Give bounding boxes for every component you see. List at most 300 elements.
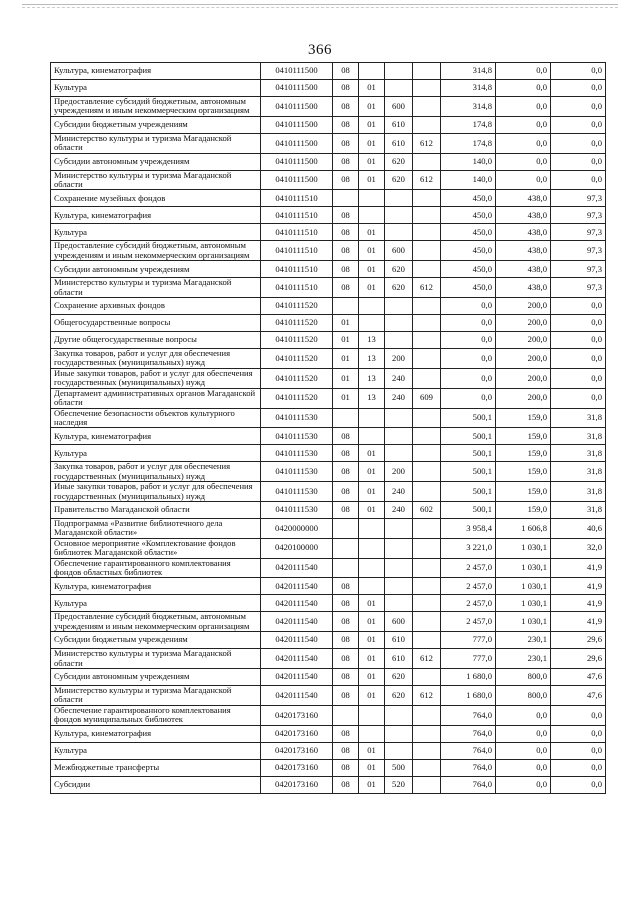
actual-amount-cell: 1 030,1 (496, 595, 551, 612)
target-code-cell: 0410111530 (261, 445, 333, 462)
expense-type-cell (385, 298, 413, 315)
actual-amount-cell: 0,0 (496, 133, 551, 153)
section-cell: 08 (333, 63, 359, 80)
subsection-cell: 01 (359, 759, 385, 776)
table-row (51, 595, 606, 612)
row-name-cell: Субсидии автономным учреждениям (51, 153, 261, 170)
table-row (51, 538, 606, 558)
expense-type-cell (385, 445, 413, 462)
target-code-cell: 0410111520 (261, 298, 333, 315)
table-row (51, 705, 606, 725)
table-row (51, 742, 606, 759)
administrator-cell (413, 207, 441, 224)
row-name-cell: Субсидии автономным учреждениям (51, 261, 261, 278)
subsection-cell: 01 (359, 462, 385, 482)
expense-type-cell: 620 (385, 261, 413, 278)
target-code-cell: 0420111540 (261, 669, 333, 686)
administrator-cell (413, 153, 441, 170)
row-name-cell: Другие общегосударственные вопросы (51, 332, 261, 349)
row-name-cell: Департамент административных органов Магаданской области (51, 388, 261, 408)
row-name-cell: Закупка товаров, работ и услуг для обеспечения государственных (муниципальных) нужд (51, 349, 261, 369)
expense-type-cell: 610 (385, 116, 413, 133)
expense-type-cell: 610 (385, 649, 413, 669)
actual-amount-cell: 1 030,1 (496, 578, 551, 595)
execution-percent-cell: 0,0 (551, 759, 606, 776)
expense-type-cell (385, 63, 413, 80)
expense-type-cell: 200 (385, 349, 413, 369)
administrator-cell (413, 116, 441, 133)
expense-type-cell (385, 578, 413, 595)
execution-percent-cell: 0,0 (551, 388, 606, 408)
section-cell: 01 (333, 349, 359, 369)
administrator-cell (413, 742, 441, 759)
table-row (51, 170, 606, 190)
actual-amount-cell: 1 606,8 (496, 518, 551, 538)
administrator-cell (413, 669, 441, 686)
execution-percent-cell: 0,0 (551, 349, 606, 369)
execution-percent-cell: 97,3 (551, 207, 606, 224)
table-row (51, 368, 606, 388)
planned-amount-cell: 500,1 (441, 408, 496, 428)
target-code-cell: 0420111540 (261, 595, 333, 612)
administrator-cell (413, 595, 441, 612)
execution-percent-cell: 0,0 (551, 153, 606, 170)
actual-amount-cell: 0,0 (496, 776, 551, 793)
section-cell: 08 (333, 595, 359, 612)
table-row (51, 241, 606, 261)
row-name-cell: Министерство культуры и туризма Магаданской области (51, 686, 261, 706)
table-row (51, 578, 606, 595)
administrator-cell (413, 97, 441, 117)
administrator-cell (413, 482, 441, 502)
actual-amount-cell: 0,0 (496, 742, 551, 759)
administrator-cell: 612 (413, 170, 441, 190)
execution-percent-cell: 0,0 (551, 742, 606, 759)
actual-amount-cell: 159,0 (496, 482, 551, 502)
administrator-cell (413, 332, 441, 349)
actual-amount-cell: 438,0 (496, 207, 551, 224)
actual-amount-cell: 0,0 (496, 725, 551, 742)
target-code-cell: 0410111510 (261, 261, 333, 278)
section-cell: 08 (333, 686, 359, 706)
execution-percent-cell: 31,8 (551, 482, 606, 502)
planned-amount-cell: 0,0 (441, 368, 496, 388)
planned-amount-cell: 140,0 (441, 170, 496, 190)
row-name-cell: Культура (51, 742, 261, 759)
section-cell (333, 705, 359, 725)
row-name-cell: Субсидии (51, 776, 261, 793)
row-name-cell: Министерство культуры и туризма Магаданской области (51, 278, 261, 298)
target-code-cell: 0420111540 (261, 558, 333, 578)
target-code-cell: 0420111540 (261, 649, 333, 669)
table-row (51, 612, 606, 632)
table-row (51, 207, 606, 224)
target-code-cell: 0410111510 (261, 190, 333, 207)
expense-type-cell: 600 (385, 97, 413, 117)
actual-amount-cell: 438,0 (496, 241, 551, 261)
administrator-cell (413, 538, 441, 558)
target-code-cell: 0420100000 (261, 538, 333, 558)
section-cell: 08 (333, 445, 359, 462)
expense-type-cell: 600 (385, 612, 413, 632)
section-cell: 08 (333, 776, 359, 793)
planned-amount-cell: 314,8 (441, 97, 496, 117)
expense-type-cell: 620 (385, 170, 413, 190)
actual-amount-cell: 1 030,1 (496, 558, 551, 578)
table-row (51, 428, 606, 445)
target-code-cell: 0410111520 (261, 349, 333, 369)
planned-amount-cell: 450,0 (441, 261, 496, 278)
target-code-cell: 0410111500 (261, 116, 333, 133)
table-row (51, 349, 606, 369)
actual-amount-cell: 230,1 (496, 649, 551, 669)
actual-amount-cell: 1 030,1 (496, 612, 551, 632)
subsection-cell: 01 (359, 445, 385, 462)
expense-type-cell: 240 (385, 482, 413, 502)
row-name-cell: Министерство культуры и туризма Магаданской области (51, 170, 261, 190)
planned-amount-cell: 140,0 (441, 153, 496, 170)
administrator-cell (413, 190, 441, 207)
administrator-cell (413, 759, 441, 776)
table-row (51, 725, 606, 742)
actual-amount-cell: 1 030,1 (496, 538, 551, 558)
row-name-cell: Обеспечение гарантированного комплектования фондов областных библиотек (51, 558, 261, 578)
execution-percent-cell: 0,0 (551, 133, 606, 153)
execution-percent-cell: 0,0 (551, 116, 606, 133)
subsection-cell (359, 705, 385, 725)
subsection-cell (359, 428, 385, 445)
table-row (51, 153, 606, 170)
table-row (51, 116, 606, 133)
table-row (51, 298, 606, 315)
administrator-cell (413, 298, 441, 315)
expense-type-cell: 500 (385, 759, 413, 776)
administrator-cell: 609 (413, 388, 441, 408)
row-name-cell: Министерство культуры и туризма Магаданской области (51, 133, 261, 153)
row-name-cell: Закупка товаров, работ и услуг для обеспечения государственных (муниципальных) нужд (51, 462, 261, 482)
section-cell: 08 (333, 207, 359, 224)
administrator-cell (413, 408, 441, 428)
planned-amount-cell: 314,8 (441, 63, 496, 80)
row-name-cell: Предоставление субсидий бюджетным, автономным учреждениям и иным некоммерческим организациям (51, 612, 261, 632)
administrator-cell (413, 368, 441, 388)
section-cell: 08 (333, 578, 359, 595)
expense-type-cell (385, 538, 413, 558)
execution-percent-cell: 97,3 (551, 224, 606, 241)
subsection-cell: 13 (359, 349, 385, 369)
subsection-cell (359, 315, 385, 332)
administrator-cell (413, 462, 441, 482)
actual-amount-cell: 200,0 (496, 298, 551, 315)
administrator-cell (413, 315, 441, 332)
table-row (51, 501, 606, 518)
execution-percent-cell: 97,3 (551, 278, 606, 298)
expense-type-cell (385, 190, 413, 207)
section-cell (333, 298, 359, 315)
subsection-cell (359, 558, 385, 578)
page-number: 366 (308, 42, 332, 58)
section-cell: 08 (333, 612, 359, 632)
row-name-cell: Иные закупки товаров, работ и услуг для обеспечения государственных (муниципальных) нужд (51, 368, 261, 388)
expense-type-cell (385, 558, 413, 578)
target-code-cell: 0410111510 (261, 224, 333, 241)
section-cell (333, 538, 359, 558)
section-cell: 08 (333, 669, 359, 686)
row-name-cell: Субсидии бюджетным учреждениям (51, 632, 261, 649)
subsection-cell (359, 298, 385, 315)
execution-percent-cell: 0,0 (551, 298, 606, 315)
expense-type-cell (385, 725, 413, 742)
target-code-cell: 0420173160 (261, 776, 333, 793)
section-cell: 08 (333, 224, 359, 241)
subsection-cell: 01 (359, 501, 385, 518)
section-cell: 08 (333, 153, 359, 170)
administrator-cell (413, 776, 441, 793)
section-cell: 08 (333, 759, 359, 776)
execution-percent-cell: 0,0 (551, 705, 606, 725)
execution-percent-cell: 0,0 (551, 80, 606, 97)
section-cell: 08 (333, 482, 359, 502)
subsection-cell (359, 578, 385, 595)
execution-percent-cell: 31,8 (551, 462, 606, 482)
actual-amount-cell: 159,0 (496, 445, 551, 462)
section-cell: 08 (333, 97, 359, 117)
subsection-cell (359, 408, 385, 428)
planned-amount-cell: 3 958,4 (441, 518, 496, 538)
subsection-cell: 01 (359, 224, 385, 241)
target-code-cell: 0410111520 (261, 388, 333, 408)
administrator-cell (413, 725, 441, 742)
target-code-cell: 0420173160 (261, 725, 333, 742)
row-name-cell: Министерство культуры и туризма Магаданской области (51, 649, 261, 669)
execution-percent-cell: 47,6 (551, 686, 606, 706)
expense-type-cell (385, 315, 413, 332)
section-cell (333, 190, 359, 207)
planned-amount-cell: 3 221,0 (441, 538, 496, 558)
target-code-cell: 0410111500 (261, 80, 333, 97)
planned-amount-cell: 2 457,0 (441, 558, 496, 578)
table-row (51, 462, 606, 482)
expense-type-cell: 610 (385, 632, 413, 649)
subsection-cell (359, 63, 385, 80)
target-code-cell: 0410111500 (261, 97, 333, 117)
planned-amount-cell: 500,1 (441, 428, 496, 445)
budget-table (50, 62, 606, 794)
execution-percent-cell: 32,0 (551, 538, 606, 558)
actual-amount-cell: 159,0 (496, 428, 551, 445)
administrator-cell: 612 (413, 278, 441, 298)
planned-amount-cell: 2 457,0 (441, 595, 496, 612)
planned-amount-cell: 450,0 (441, 241, 496, 261)
administrator-cell (413, 428, 441, 445)
section-cell: 08 (333, 462, 359, 482)
subsection-cell: 13 (359, 332, 385, 349)
expense-type-cell: 610 (385, 133, 413, 153)
execution-percent-cell: 97,3 (551, 261, 606, 278)
planned-amount-cell: 0,0 (441, 388, 496, 408)
target-code-cell: 0410111500 (261, 153, 333, 170)
target-code-cell: 0420111540 (261, 578, 333, 595)
page-top-rule (22, 4, 618, 8)
execution-percent-cell: 0,0 (551, 315, 606, 332)
administrator-cell: 612 (413, 649, 441, 669)
administrator-cell (413, 80, 441, 97)
row-name-cell: Субсидии бюджетным учреждениям (51, 116, 261, 133)
target-code-cell: 0410111520 (261, 332, 333, 349)
subsection-cell: 13 (359, 388, 385, 408)
section-cell: 08 (333, 649, 359, 669)
planned-amount-cell: 174,8 (441, 116, 496, 133)
planned-amount-cell: 0,0 (441, 298, 496, 315)
actual-amount-cell: 800,0 (496, 686, 551, 706)
table-row (51, 669, 606, 686)
table-row (51, 558, 606, 578)
target-code-cell: 0410111530 (261, 482, 333, 502)
planned-amount-cell: 450,0 (441, 224, 496, 241)
planned-amount-cell: 0,0 (441, 349, 496, 369)
expense-type-cell (385, 207, 413, 224)
section-cell: 08 (333, 632, 359, 649)
execution-percent-cell: 97,3 (551, 241, 606, 261)
execution-percent-cell: 0,0 (551, 368, 606, 388)
section-cell: 01 (333, 368, 359, 388)
table-row (51, 759, 606, 776)
expense-type-cell: 620 (385, 686, 413, 706)
actual-amount-cell: 0,0 (496, 80, 551, 97)
execution-percent-cell: 41,9 (551, 558, 606, 578)
actual-amount-cell: 0,0 (496, 153, 551, 170)
actual-amount-cell: 0,0 (496, 116, 551, 133)
subsection-cell: 01 (359, 261, 385, 278)
actual-amount-cell: 200,0 (496, 349, 551, 369)
expense-type-cell (385, 332, 413, 349)
section-cell: 08 (333, 116, 359, 133)
planned-amount-cell: 450,0 (441, 207, 496, 224)
subsection-cell: 01 (359, 776, 385, 793)
table-row (51, 649, 606, 669)
section-cell: 08 (333, 241, 359, 261)
execution-percent-cell: 29,6 (551, 632, 606, 649)
table-row (51, 332, 606, 349)
planned-amount-cell: 450,0 (441, 278, 496, 298)
execution-percent-cell: 31,8 (551, 445, 606, 462)
table-row (51, 80, 606, 97)
planned-amount-cell: 764,0 (441, 725, 496, 742)
administrator-cell: 612 (413, 686, 441, 706)
execution-percent-cell: 0,0 (551, 63, 606, 80)
administrator-cell (413, 578, 441, 595)
target-code-cell: 0410111510 (261, 207, 333, 224)
actual-amount-cell: 0,0 (496, 63, 551, 80)
planned-amount-cell: 764,0 (441, 742, 496, 759)
row-name-cell: Сохранение архивных фондов (51, 298, 261, 315)
row-name-cell: Сохранение музейных фондов (51, 190, 261, 207)
row-name-cell: Общегосударственные вопросы (51, 315, 261, 332)
row-name-cell: Культура (51, 80, 261, 97)
row-name-cell: Обеспечение гарантированного комплектования фондов муниципальных библиотек (51, 705, 261, 725)
subsection-cell: 01 (359, 278, 385, 298)
planned-amount-cell: 764,0 (441, 705, 496, 725)
section-cell: 01 (333, 315, 359, 332)
row-name-cell: Субсидии автономным учреждениям (51, 669, 261, 686)
section-cell: 08 (333, 133, 359, 153)
subsection-cell: 13 (359, 368, 385, 388)
planned-amount-cell: 2 457,0 (441, 612, 496, 632)
section-cell: 01 (333, 388, 359, 408)
administrator-cell (413, 241, 441, 261)
row-name-cell: Культура (51, 595, 261, 612)
table-row (51, 632, 606, 649)
expense-type-cell: 620 (385, 278, 413, 298)
row-name-cell: Предоставление субсидий бюджетным, автономным учреждениям и иным некоммерческим организациям (51, 241, 261, 261)
planned-amount-cell: 500,1 (441, 501, 496, 518)
execution-percent-cell: 29,6 (551, 649, 606, 669)
row-name-cell: Культура, кинематография (51, 207, 261, 224)
table-row (51, 97, 606, 117)
target-code-cell: 0410111520 (261, 315, 333, 332)
target-code-cell: 0420111540 (261, 632, 333, 649)
row-name-cell: Культура (51, 445, 261, 462)
expense-type-cell: 620 (385, 669, 413, 686)
table-row (51, 133, 606, 153)
table-row (51, 445, 606, 462)
planned-amount-cell: 777,0 (441, 632, 496, 649)
subsection-cell (359, 538, 385, 558)
subsection-cell: 01 (359, 116, 385, 133)
table-row (51, 278, 606, 298)
expense-type-cell (385, 224, 413, 241)
table-row (51, 315, 606, 332)
administrator-cell (413, 349, 441, 369)
administrator-cell (413, 612, 441, 632)
subsection-cell: 01 (359, 612, 385, 632)
execution-percent-cell: 0,0 (551, 170, 606, 190)
planned-amount-cell: 500,1 (441, 462, 496, 482)
administrator-cell (413, 518, 441, 538)
subsection-cell (359, 725, 385, 742)
planned-amount-cell: 1 680,0 (441, 669, 496, 686)
execution-percent-cell: 31,8 (551, 408, 606, 428)
expense-type-cell: 240 (385, 368, 413, 388)
administrator-cell (413, 445, 441, 462)
section-cell: 08 (333, 170, 359, 190)
section-cell: 08 (333, 501, 359, 518)
section-cell: 08 (333, 428, 359, 445)
row-name-cell: Иные закупки товаров, работ и услуг для обеспечения государственных (муниципальных) нужд (51, 482, 261, 502)
expense-type-cell (385, 428, 413, 445)
row-name-cell: Предоставление субсидий бюджетным, автономным учреждениям и иным некоммерческим организациям (51, 97, 261, 117)
actual-amount-cell: 438,0 (496, 278, 551, 298)
budget-table-body (51, 63, 606, 794)
execution-percent-cell: 41,9 (551, 578, 606, 595)
table-row (51, 388, 606, 408)
subsection-cell: 01 (359, 170, 385, 190)
actual-amount-cell: 200,0 (496, 315, 551, 332)
execution-percent-cell: 41,9 (551, 595, 606, 612)
subsection-cell: 01 (359, 133, 385, 153)
administrator-cell (413, 558, 441, 578)
section-cell: 08 (333, 725, 359, 742)
execution-percent-cell: 40,6 (551, 518, 606, 538)
expense-type-cell (385, 705, 413, 725)
actual-amount-cell: 200,0 (496, 388, 551, 408)
expense-type-cell (385, 518, 413, 538)
target-code-cell: 0420173160 (261, 759, 333, 776)
section-cell: 08 (333, 742, 359, 759)
subsection-cell: 01 (359, 649, 385, 669)
target-code-cell: 0410111500 (261, 170, 333, 190)
actual-amount-cell: 159,0 (496, 462, 551, 482)
